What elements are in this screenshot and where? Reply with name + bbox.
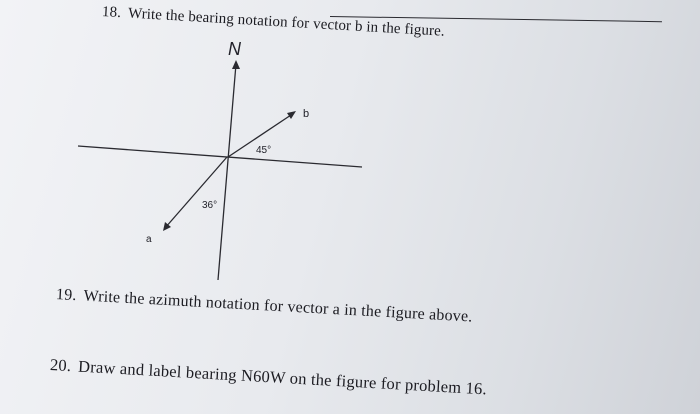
question-18-number: 18. (101, 4, 122, 22)
angle-a-label: 36° (202, 200, 218, 211)
north-south-axis (218, 64, 236, 280)
question-19-text: Write the azimuth notation for vector a in the figure above. (83, 287, 473, 326)
angle-b-label: 45° (256, 145, 272, 156)
question-19-number: 19. (55, 286, 78, 305)
question-20-number: 20. (49, 355, 72, 376)
vector-b-arrowhead (287, 111, 296, 119)
vector-b-label: b (303, 108, 310, 120)
vector-a-label: a (146, 234, 152, 245)
question-18-text: Write the bearing notation for vector b in the figure. (127, 5, 446, 40)
question-20-text: Draw and label bearing N60W on the figure for problem 16. (77, 356, 488, 399)
north-arrowhead (232, 60, 240, 69)
vector-a-line (165, 157, 227, 228)
north-label: N (228, 39, 241, 59)
east-west-axis (78, 146, 362, 167)
